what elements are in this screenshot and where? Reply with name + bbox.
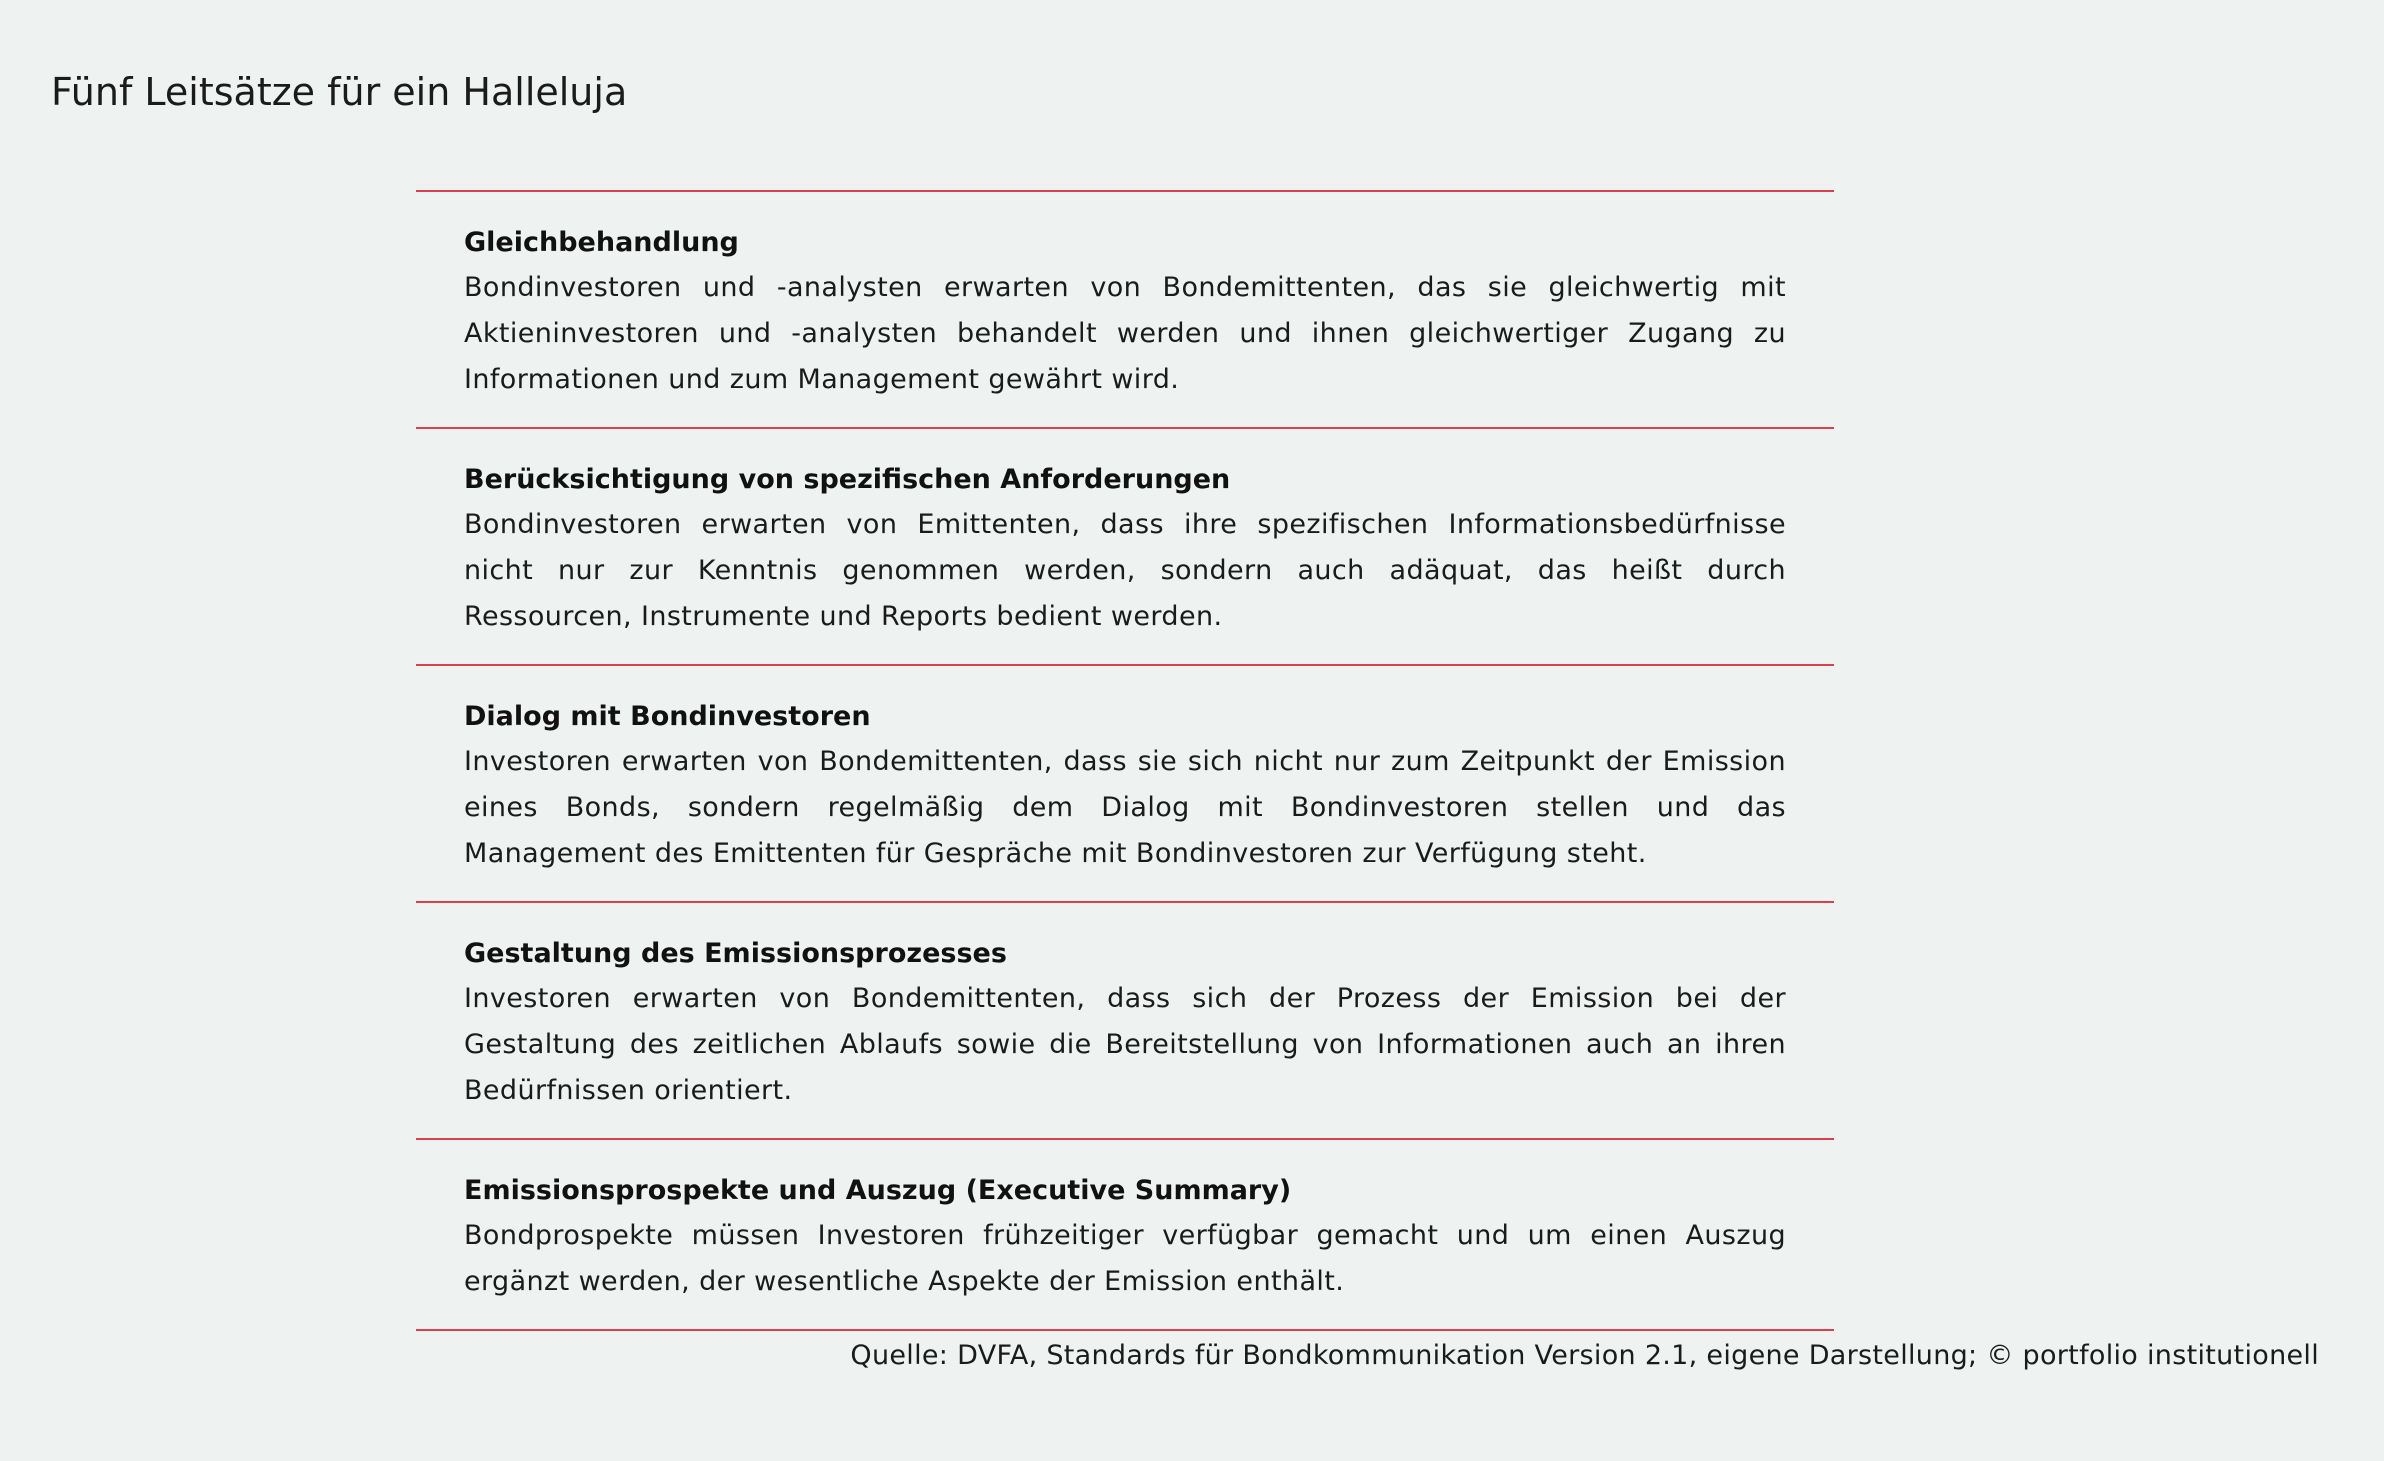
principle-item [416,1140,1834,1331]
page-title: Fünf Leitsätze für ein Halleluja [51,70,628,114]
principle-text: Bondprospekte müssen Investoren frühzeitiger verfügbar gemacht und um einen Auszug ergänzt werden, der wesentliche Aspekte der Emission enthält. [464,1220,1786,1297]
principle-heading: Emissionsprospekte und Auszug (Executive Summary) [464,1175,1292,1206]
principle-heading: Berücksichtigung von spezifischen Anforderungen [464,464,1231,495]
principle-item [416,429,1834,666]
principle-text: Bondinvestoren erwarten von Emittenten, dass ihre spezifischen Informationsbedürfnisse nicht nur zur Kenntnis genommen werden, sondern auch adäquat, das heißt durch Ressourcen, Instrumente und Reports bedient werden. [464,509,1786,632]
principle-text: Investoren erwarten von Bondemittenten, dass sich der Prozess der Emission bei der Gestaltung des zeitlichen Ablaufs sowie die Bereitstellung von Informationen auch an ihren Bedürfnissen orientiert. [464,983,1786,1106]
principle-item [416,666,1834,903]
principle-heading: Dialog mit Bondinvestoren [464,701,871,732]
principle-text: Investoren erwarten von Bondemittenten, dass sie sich nicht nur zum Zeitpunkt der Emission eines Bonds, sondern regelmäßig dem Dialog mit Bondinvestoren stellen und das Management des Emittenten für Gespräche mit Bondinvestoren zur Verfügung steht. [464,746,1786,869]
source-note: Quelle: DVFA, Standards für Bondkommunikation Version 2.1, eigene Darstellung; © portfolio institutionell [850,1340,2319,1371]
principle-heading: Gleichbehandlung [464,227,739,258]
principle-heading: Gestaltung des Emissionsprozesses [464,938,1007,969]
principle-item [416,192,1834,429]
principle-item [416,903,1834,1140]
principles-list [416,190,1834,1331]
principle-text: Bondinvestoren und -analysten erwarten von Bondemittenten, das sie gleichwertig mit Aktieninvestoren und -analysten behandelt werden und ihnen gleichwertiger Zugang zu Informationen und zum Management gewährt wird. [464,272,1786,395]
